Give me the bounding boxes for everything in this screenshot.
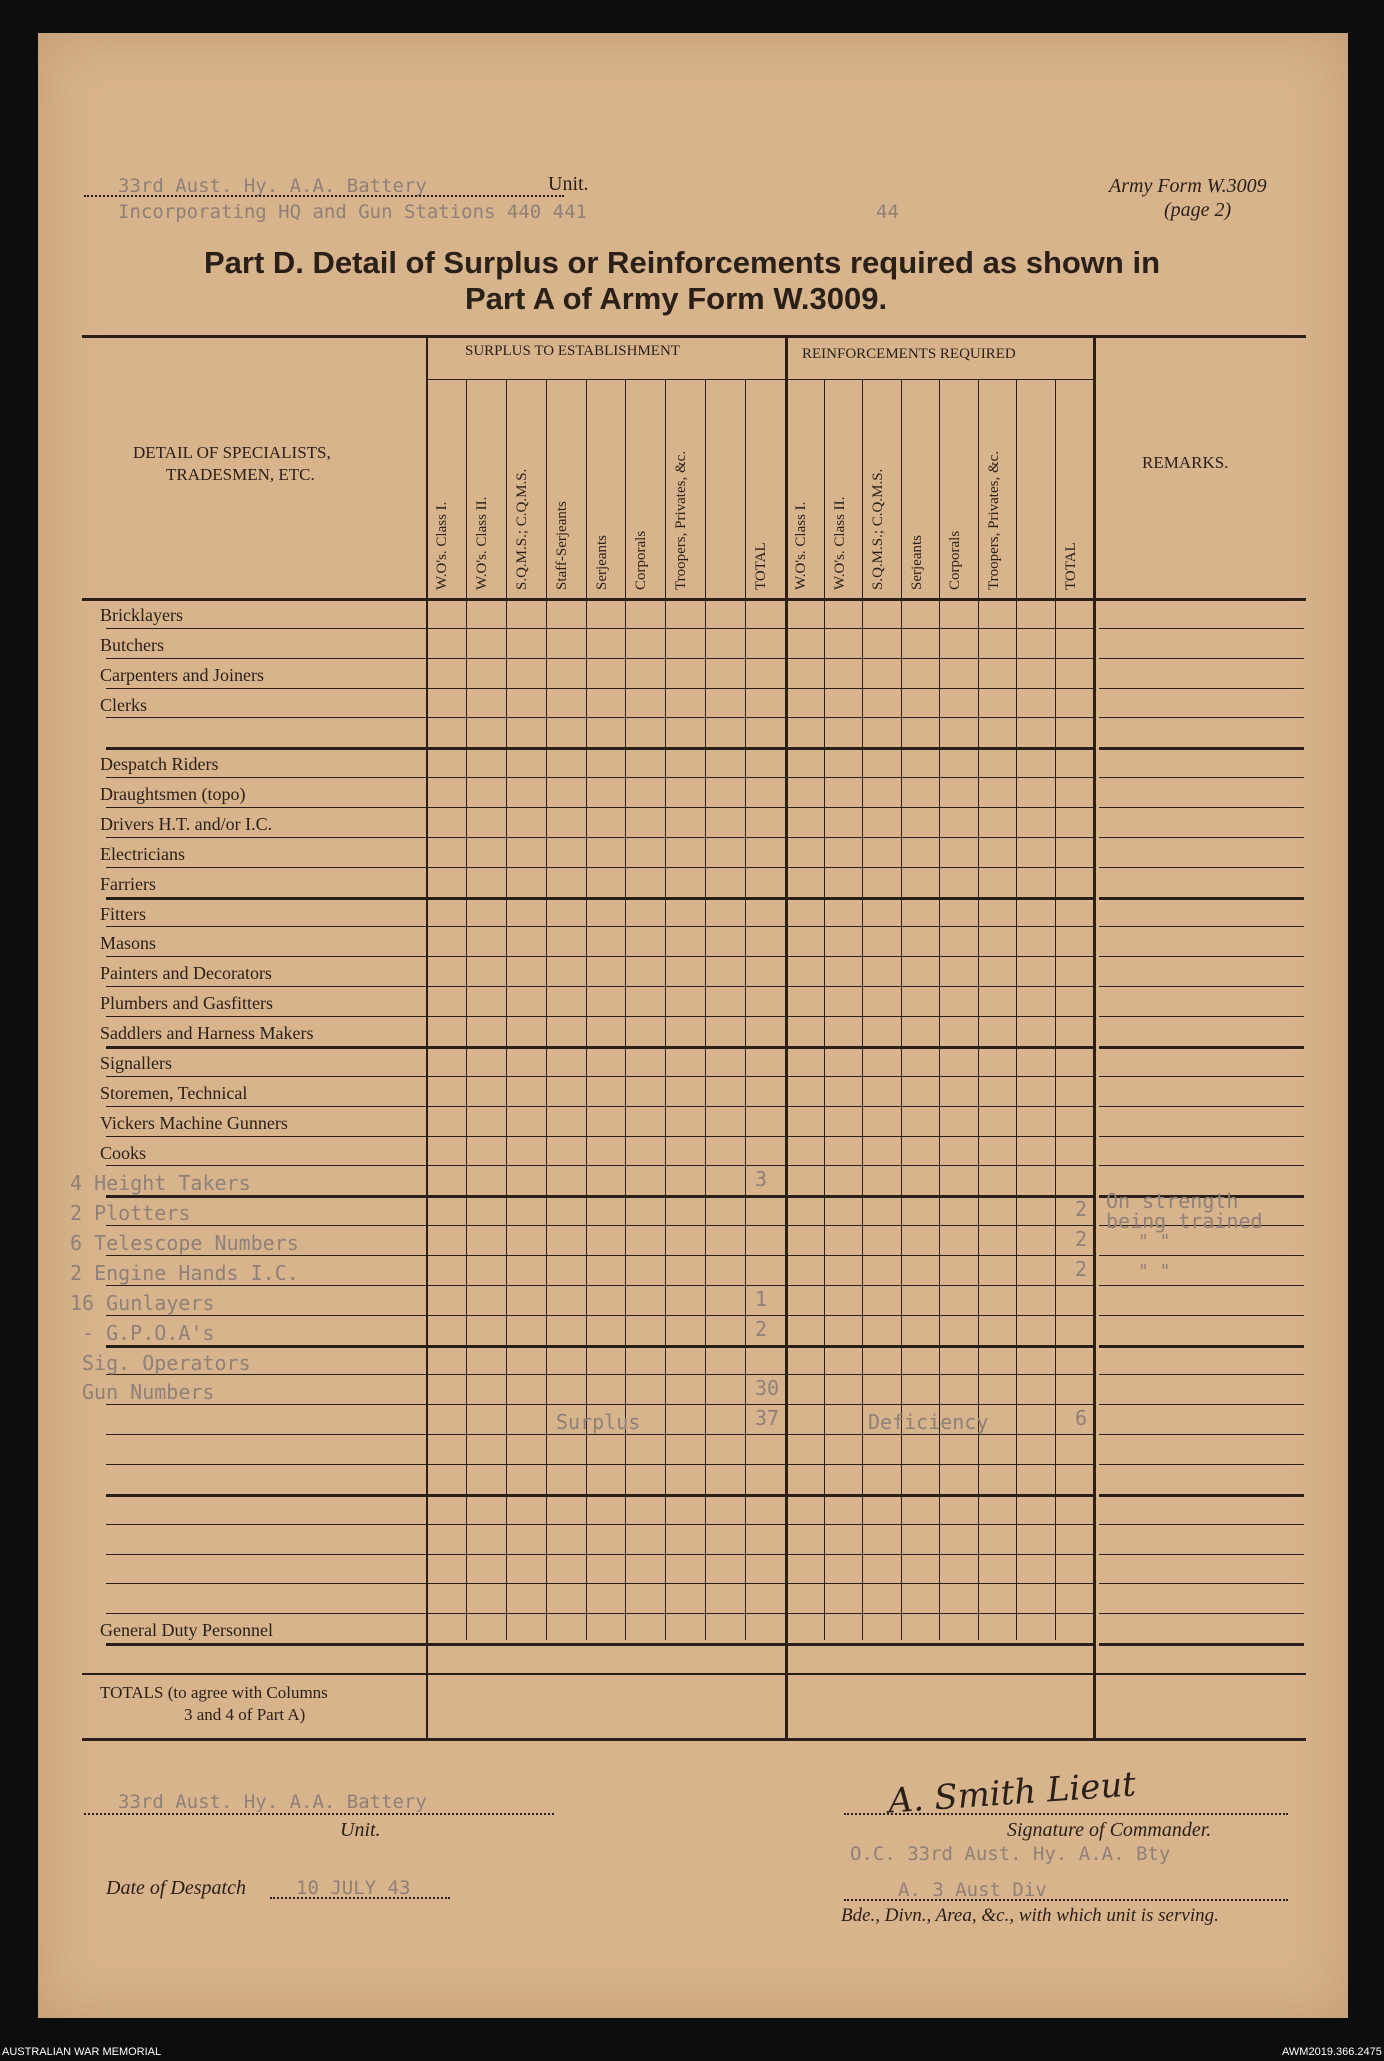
reinf-col-header: W.O's. Class II. (831, 496, 848, 590)
surplus-word: Surplus (556, 1410, 641, 1435)
table-row-label: Drivers H.T. and/or I.C. (100, 814, 273, 835)
detail-table (38, 33, 1348, 2018)
table-row-label: Cooks (100, 1142, 147, 1163)
table-top-rule (82, 335, 1306, 338)
table-row-rule (106, 1136, 1093, 1137)
remarks-row-rule (1099, 1046, 1304, 1049)
table-row-rule (106, 1374, 1093, 1375)
table-row-rule (106, 1106, 1093, 1107)
table-row-rule (106, 1255, 1093, 1256)
table-row-label: Fitters (100, 903, 147, 924)
reinf-col-rule (1016, 379, 1017, 1640)
form-title-line1: Part D. Detail of Surplus or Reinforcements required as shown in (204, 245, 1161, 280)
table-row-label: Painters and Decorators (100, 963, 272, 984)
reinf-col-rule (824, 379, 825, 1640)
remarks-header: REMARKS. (1142, 453, 1229, 472)
surplus-col-rule (745, 379, 746, 1640)
unit-line2-extra: 44 (876, 201, 899, 223)
table-row-rule (106, 1643, 1093, 1646)
table-row-rule (106, 717, 1093, 718)
table-row-rule (106, 1195, 1093, 1198)
table-row-rule (106, 688, 1093, 689)
remarks-row-rule (1099, 1494, 1304, 1497)
remarks-column-rule (1093, 335, 1096, 1738)
reinf-col-rule (939, 379, 940, 1640)
remarks-row-rule (1099, 1643, 1304, 1646)
surplus-total-value: 37 (755, 1406, 780, 1431)
table-row-rule (106, 628, 1093, 629)
table-row-rule (106, 1524, 1093, 1525)
reinf-col-header: W.O's. Class I. (793, 501, 809, 590)
surplus-col-header: Corporals (633, 530, 650, 590)
surplus-col-rule (506, 379, 507, 1640)
table-row-label: Clerks (100, 694, 147, 715)
reinf-total-value: 6 (1075, 1406, 1088, 1431)
remarks-row-rule (1099, 777, 1304, 778)
archive-institution: AUSTRALIAN WAR MEMORIAL (2, 2046, 162, 2058)
reinf-col-header: Serjeants (908, 535, 925, 590)
footer-unit-line (84, 1813, 554, 1815)
surplus-col-header: W.O's. Class I. (434, 501, 450, 590)
table-row-rule (106, 1613, 1093, 1614)
table-row-rule (106, 1046, 1093, 1049)
table-row-label: Carpenters and Joiners (100, 664, 264, 685)
table-row-rule (106, 1165, 1093, 1166)
surplus-total-value: 1 (755, 1286, 768, 1311)
footer-unit-label: Unit. (340, 1819, 381, 1841)
table-row-rule (106, 777, 1093, 778)
remarks-being-trained: being trained (1106, 1209, 1263, 1234)
table-row-rule (106, 1315, 1093, 1316)
remarks-on-strength: On strength (1106, 1189, 1239, 1214)
table-row-rule (106, 1434, 1093, 1435)
table-row-rule (106, 1583, 1093, 1584)
table-row-rule (106, 956, 1093, 957)
table-row-rule (106, 1554, 1093, 1555)
table-row-rule (106, 867, 1093, 868)
table-row-label: Signallers (100, 1052, 172, 1073)
remarks-row-rule (1099, 1374, 1304, 1375)
remarks-row-rule (1099, 1345, 1304, 1348)
typed-entry: 4 Height Takers (70, 1171, 251, 1196)
unit-typed: 33rd Aust. Hy. A.A. Battery (118, 175, 427, 197)
bde-typed: A. 3 Aust Div (898, 1879, 1047, 1901)
table-row-rule (106, 1494, 1093, 1497)
remarks-row-rule (1099, 1464, 1304, 1465)
remarks-row-rule (1099, 1255, 1304, 1256)
surplus-col-header: Troopers, Privates, &c. (673, 450, 690, 590)
totals-label-line1: TOTALS (to agree with Columns (100, 1683, 328, 1702)
table-row-rule (106, 1464, 1093, 1465)
typed-entry: Gun Numbers (82, 1380, 215, 1405)
table-row-rule (106, 1345, 1093, 1348)
table-row-rule (106, 1076, 1093, 1077)
oc-typed: O.C. 33rd Aust. Hy. A.A. Bty (850, 1843, 1171, 1865)
remarks-row-rule (1099, 837, 1304, 838)
table-row-rule (106, 658, 1093, 659)
commander-signature: A. Smith Lieut (886, 1764, 1138, 1822)
reinf-col-rule (862, 379, 863, 1640)
reinf-col-rule (901, 379, 902, 1640)
table-row-rule (106, 926, 1093, 927)
table-row-label: Storemen, Technical (100, 1082, 248, 1103)
table-row-rule (106, 897, 1093, 900)
remarks-row-rule (1099, 747, 1304, 750)
table-row-label: Vickers Machine Gunners (100, 1112, 288, 1133)
remarks-row-rule (1099, 897, 1304, 900)
remarks-row-rule (1099, 1613, 1304, 1614)
detail-header-line1: DETAIL OF SPECIALISTS, (133, 443, 331, 462)
surplus-col-rule (546, 379, 547, 1640)
archive-accession: AWM2019.366.2475 (1282, 2046, 1382, 2058)
remarks-ditto-2: " " (1138, 1260, 1171, 1282)
surplus-total-value: 3 (755, 1167, 768, 1192)
unit-label: Unit. (548, 173, 589, 195)
remarks-row-rule (1099, 1524, 1304, 1525)
reinf-col-rule (1055, 379, 1056, 1640)
remarks-row-rule (1099, 986, 1304, 987)
remarks-row-rule (1099, 1554, 1304, 1555)
bde-line (844, 1899, 1288, 1901)
typed-entry: Sig. Operators (82, 1350, 251, 1375)
surplus-col-rule (466, 379, 467, 1640)
remarks-row-rule (1099, 1583, 1304, 1584)
remarks-row-rule (1099, 1404, 1304, 1405)
surplus-header: SURPLUS TO ESTABLISHMENT (465, 343, 680, 359)
surplus-col-rule (705, 379, 706, 1640)
remarks-row-rule (1099, 658, 1304, 659)
deficiency-word: Deficiency (868, 1410, 989, 1435)
reinf-total-value: 2 (1075, 1256, 1088, 1281)
table-row-label: Despatch Riders (100, 754, 219, 775)
remarks-row-rule (1099, 1315, 1304, 1316)
remarks-ditto-1: " " (1138, 1231, 1171, 1253)
remarks-row-rule (1099, 1016, 1304, 1017)
reinf-total-value: 2 (1075, 1227, 1088, 1252)
table-row-label: Saddlers and Harness Makers (100, 1023, 314, 1044)
remarks-row-rule (1099, 1285, 1304, 1286)
table-row-rule (106, 807, 1093, 808)
table-bottom-rule (82, 1738, 1306, 1741)
unit-line2-typed: Incorporating HQ and Gun Stations 440 441 (118, 201, 587, 223)
remarks-row-rule (1099, 688, 1304, 689)
table-row-label: Draughtsmen (topo) (100, 784, 246, 805)
typed-entry: 6 Telescope Numbers (70, 1231, 299, 1256)
reinf-col-rule (978, 379, 979, 1640)
table-row-rule (106, 747, 1093, 750)
surplus-col-header: Staff-Serjeants (553, 501, 570, 590)
table-row-label: Plumbers and Gasfitters (100, 993, 273, 1014)
table-row-label: General Duty Personnel (100, 1620, 273, 1641)
form-paper (38, 33, 1348, 2018)
remarks-row-rule (1099, 807, 1304, 808)
table-row-rule (106, 986, 1093, 987)
remarks-row-rule (1099, 1106, 1304, 1107)
surplus-col-header: TOTAL (753, 542, 770, 590)
typed-entry: 16 Gunlayers (70, 1290, 215, 1315)
form-page: (page 2) (1164, 199, 1232, 221)
table-row-label: Farriers (100, 873, 156, 894)
reinf-col-header: Troopers, Privates, &c. (985, 450, 1002, 590)
totals-row-rule (82, 1673, 1306, 1675)
surplus-col-rule (586, 379, 587, 1640)
surplus-col-header: S.Q.M.S.; C.Q.M.S. (513, 468, 530, 590)
form-title-line2: Part A of Army Form W.3009. (465, 281, 888, 316)
typed-entry: 2 Engine Hands I.C. (70, 1260, 299, 1285)
table-row-label: Electricians (100, 843, 185, 864)
surplus-col-header: W.O's. Class II. (473, 496, 490, 590)
surplus-total-value: 2 (755, 1316, 768, 1341)
table-row-rule (106, 1016, 1093, 1017)
remarks-row-rule (1099, 956, 1304, 957)
table-row-rule (106, 837, 1093, 838)
detail-column-rule (426, 335, 428, 1738)
table-row-rule (106, 1225, 1093, 1226)
reinf-total-value: 2 (1075, 1197, 1088, 1222)
table-row-rule (106, 1404, 1093, 1405)
date-typed: 10 JULY 43 (296, 1877, 411, 1899)
header-bottom-rule (82, 598, 1306, 601)
group-header-rule (426, 379, 1093, 380)
reinf-col-header: TOTAL (1062, 542, 1079, 590)
date-label: Date of Despatch (106, 1877, 246, 1899)
reinf-col-header: Corporals (947, 530, 963, 590)
footer-unit-typed: 33rd Aust. Hy. A.A. Battery (118, 1791, 427, 1813)
totals-label-line2: 3 and 4 of Part A) (184, 1705, 306, 1724)
remarks-row-rule (1099, 1076, 1304, 1077)
table-row-label: Bricklayers (100, 605, 183, 625)
typed-entry: 2 Plotters (70, 1201, 191, 1226)
surplus-col-rule (625, 379, 626, 1640)
table-row-label: Masons (100, 933, 157, 954)
table-row-label: Butchers (100, 634, 164, 655)
remarks-row-rule (1099, 717, 1304, 718)
detail-header-line2: TRADESMEN, ETC. (166, 465, 315, 484)
form-name: Army Form W.3009 (1109, 175, 1267, 197)
signature-label: Signature of Commander. (1007, 1819, 1212, 1841)
surplus-col-rule (665, 379, 666, 1640)
remarks-row-rule (1099, 867, 1304, 868)
remarks-row-rule (1099, 1434, 1304, 1435)
reinforcements-header: REINFORCEMENTS REQUIRED (802, 346, 1016, 362)
surplus-total-value: 30 (755, 1376, 780, 1401)
remarks-row-rule (1099, 1165, 1304, 1166)
remarks-row-rule (1099, 1136, 1304, 1137)
remarks-row-rule (1099, 628, 1304, 629)
remarks-row-rule (1099, 926, 1304, 927)
typed-entry: - G.P.O.A's (82, 1320, 215, 1345)
reinf-col-header: S.Q.M.S.; C.Q.M.S. (870, 468, 886, 590)
surplus-reinf-split-rule (785, 335, 788, 1738)
bde-label: Bde., Divn., Area, &c., with which unit is serving. (841, 1905, 1219, 1926)
signature-line (844, 1813, 1288, 1815)
table-row-rule (106, 1285, 1093, 1286)
surplus-col-header: Serjeants (593, 535, 610, 590)
